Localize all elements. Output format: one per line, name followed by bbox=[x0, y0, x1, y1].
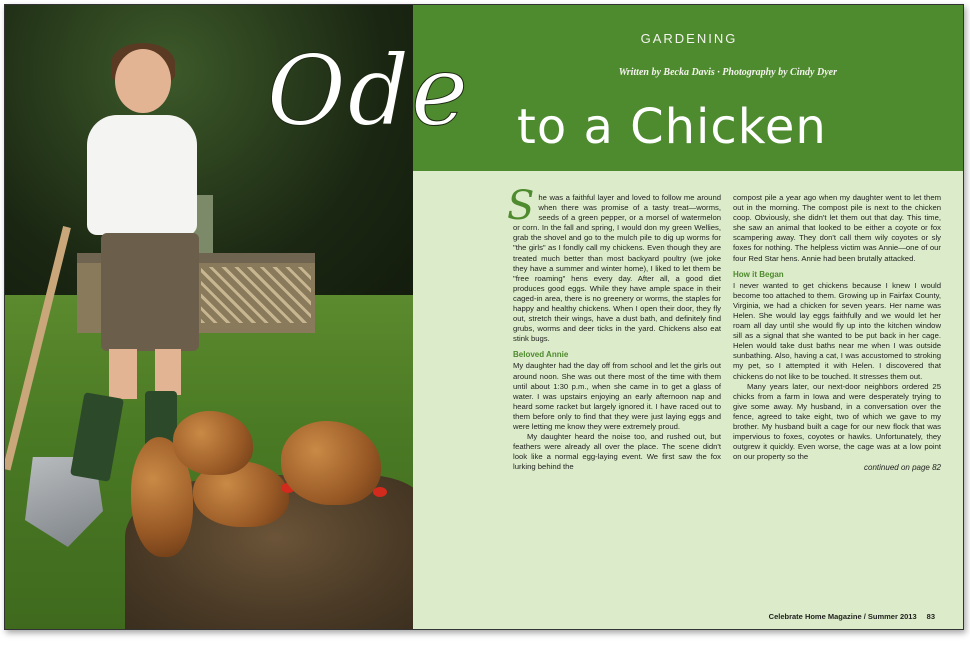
text-column-1 bbox=[507, 183, 721, 472]
photo-woman-head bbox=[115, 49, 171, 113]
photo-woman-shorts bbox=[101, 233, 199, 351]
page-footer bbox=[769, 612, 935, 621]
paragraph: Many years later, our next-door neighbors ordered 25 chicks from a farm in Iowa and were desperately trying to give some away. My husband, in a conversation over the fence, agreed to take eight, two of which we gave to my brother. My husband built a cage for our new flock that was impervious to foxes, coyotes or hawks. Unfortunately, they outgrew it quickly. Even worse, the cage was at a low point on our property so the bbox=[733, 381, 941, 462]
paragraph: compost pile a year ago when my daughter went to let them out in the morning. The compost pile is next to the chicken coop. Obviously, she didn't let them out that day. This time, she saw an animal that looked to be either a coyote or fox scampering away. They don't call them wily coyotes or sly foxes for nothing. The helpless victim was Annie—one of our four Red Star hens. Annie had been brutally attacked. bbox=[733, 193, 941, 263]
photo-woman-leg bbox=[109, 349, 137, 399]
article-body bbox=[413, 171, 964, 630]
page-number: 83 bbox=[926, 612, 935, 621]
photo-coop-lattice bbox=[201, 267, 311, 323]
photo-woman-shirt bbox=[87, 115, 197, 235]
paragraph-text: he was a faithful layer and loved to follow me around when there was promise of a tasty treat—worms, seeds of a green pepper, or a morsel of watermelon or corn. In the fall and spring, I would don my green Wellies, grab the shovel and go to the mulch pile to dig up worms for "the girls" as I fondly call my chickens. Even though they are treated much better than most backyard poultry (we joke they have a summer and winter home), I liked to let them be "free roaming" hens every day. After all, a good diet produces good eggs. While they have ample space in their caged-in area, there is no greenery or worms, the staples for happy and healthy chickens. When I open their door, they fly out, stretch their wings, have a dust bath, and definitely find grubs, worms and deer ticks in the yard. Chickens also eat stink bugs. bbox=[513, 193, 721, 344]
paragraph: My daughter heard the noise too, and rushed out, but feathers were already all over the place. The scene didn't look like a normal egg-laying event. We first saw the fox lurking behind the bbox=[513, 432, 721, 472]
section-label: GARDENING bbox=[640, 31, 738, 46]
subhead-beloved-annie: Beloved Annie bbox=[513, 350, 569, 360]
photo-woman-leg bbox=[155, 349, 181, 395]
continued-note: continued on page 82 bbox=[864, 463, 941, 473]
text-column-2 bbox=[733, 193, 941, 473]
drop-cap: S bbox=[507, 183, 535, 229]
paragraph: I never wanted to get chickens because I knew I would become too attached to them. Growing up in Fairfax County, Virginia, we had a chicken for seven years. Her name was Helen. She would lay eggs faithfully and we would let her roam all day until she would fly up into the kitchen window sill as a signal that she wanted to be put back in her cage. Helen would take dust baths near me when I was outside sunbathing. Also, having a cat, I was accustomed to stroking my pet, so I attempted it with Helen. I discovered that chickens do not like to be touched. It stresses them out. bbox=[733, 280, 941, 381]
magazine-spread bbox=[4, 4, 964, 630]
title-main: to a Chicken bbox=[517, 99, 827, 155]
byline: Written by Becka Davis · Photography by Cindy Dyer bbox=[618, 67, 837, 78]
paragraph bbox=[507, 183, 721, 344]
title-script: Ode bbox=[267, 35, 470, 147]
magazine-issue: Celebrate Home Magazine / Summer 2013 bbox=[768, 612, 917, 621]
paragraph: My daughter had the day off from school and let the girls out around noon. She was out there most of the time with them until about 1:30 p.m., when she came in to get a glass of water. I was upstairs enjoying an early afternoon nap and heard some racket but largely ignored it. I have raced out to them before only to find that they were just laying eggs and were letting me know they were extremely proud. bbox=[513, 361, 721, 431]
subhead-how-it-began: How it Began bbox=[733, 269, 784, 279]
